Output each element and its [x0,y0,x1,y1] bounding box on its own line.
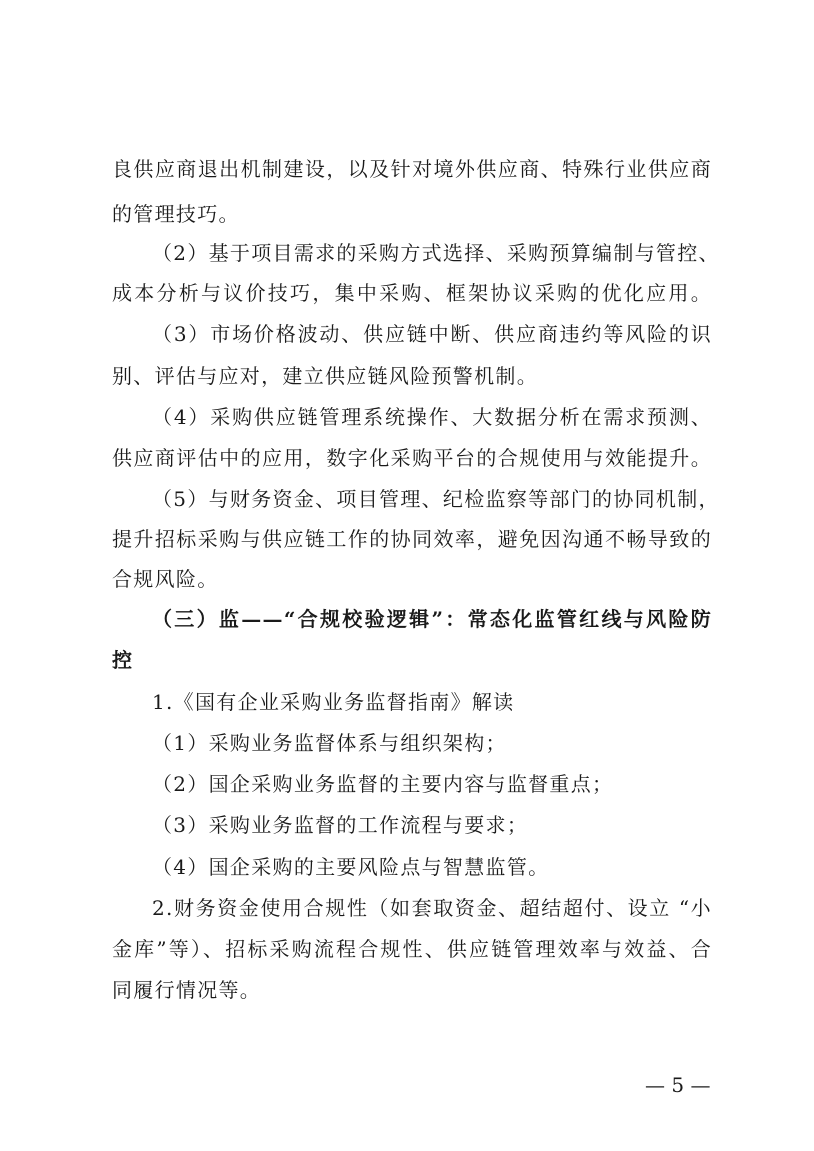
list-item-line: （1）采购业务监督体系与组织架构； [152,731,507,755]
paragraph-line: 良供应商退出机制建设，以及针对境外供应商、特殊行业供应商 [112,157,712,181]
list-item-line: （4）采购供应链管理系统操作、大数据分析在需求预测、 [152,405,712,429]
list-item-line: （2）国企采购业务监督的主要内容与监督重点； [152,772,614,796]
subsection-heading: 1.《国有企业采购业务监督指南》解读 [152,690,515,714]
paragraph-line: 同履行情况等。 [112,978,262,1002]
paragraph-line: 金库”等）、招标采购流程合规性、供应链管理效率与效益、合 [112,937,712,961]
page-number: — 5 — [645,1073,711,1097]
list-item-line: （5）与财务资金、项目管理、纪检监察等部门的协同机制， [152,487,720,511]
list-item-line: （2）基于项目需求的采购方式选择、采购预算编制与管控、 [152,241,720,265]
list-item-line: 成本分析与议价技巧，集中采购、框架协议采购的优化应用。 [112,281,712,305]
list-item-line: （3）市场价格波动、供应链中断、供应商违约等风险的识 [152,322,712,346]
paragraph-line: 2.财务资金使用合规性（如套取资金、超结超付、设立 “小 [152,896,712,920]
paragraph-line: 的管理技巧。 [112,202,240,226]
list-item-line: 提升招标采购与供应链工作的协同效率，避免因沟通不畅导致的 [112,527,712,551]
list-item-line: 合规风险。 [112,567,219,591]
list-item-line: （4）国企采购的主要风险点与智慧监管。 [152,855,550,879]
list-item-line: 供应商评估中的应用，数字化采购平台的合规使用与效能提升。 [112,446,712,470]
section-heading: 控 [112,648,134,672]
list-item-line: 别、评估与应对，建立供应链风险预警机制。 [112,364,538,388]
section-heading: （三）监——“合规校验逻辑”：常态化监管红线与风险防 [152,607,712,631]
list-item-line: （3）采购业务监督的工作流程与要求； [152,813,529,837]
